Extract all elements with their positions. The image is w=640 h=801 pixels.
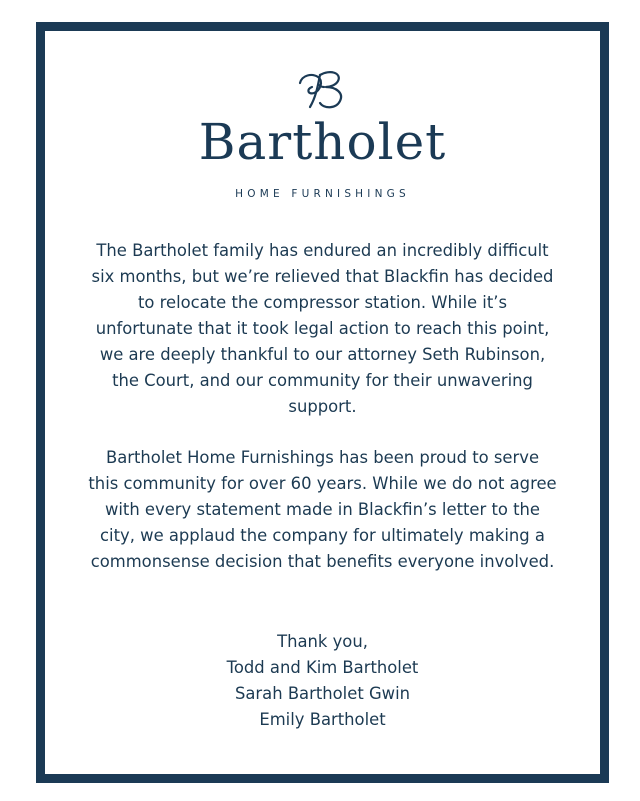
paragraph-1: [57, 238, 588, 420]
script-b-monogram-icon: [45, 65, 600, 113]
paragraph-line: to relocate the compressor station. While it’s: [137, 293, 508, 312]
paragraph-line: support.: [288, 397, 357, 416]
signatory: Sarah Bartholet Gwin: [234, 684, 411, 703]
paragraph-line: this community for over 60 years. While we do not agree: [88, 474, 557, 493]
paragraph-line: with every statement made in Blackfin’s letter to the: [104, 500, 541, 519]
brand-name: Bartholet: [198, 113, 447, 171]
paragraph-line: Bartholet Home Furnishings has been proud to serve: [105, 448, 540, 467]
signoff: [45, 629, 600, 733]
signatory: Emily Bartholet: [259, 710, 386, 729]
paragraph-line: the Court, and our community for their unwavering: [112, 371, 533, 390]
paragraph-2: [57, 445, 588, 575]
letter-frame: [36, 22, 609, 783]
brand-tagline: HOME FURNISHINGS: [235, 188, 410, 200]
closing-line: Thank you,: [277, 632, 368, 651]
signatory: Todd and Kim Bartholet: [226, 658, 419, 677]
paragraph-line: commonsense decision that benefits everyone involved.: [90, 552, 555, 571]
paragraph-line: The Bartholet family has endured an incredibly difficult: [96, 241, 549, 260]
paragraph-line: unfortunate that it took legal action to reach this point,: [95, 319, 550, 338]
paragraph-line: six months, but we’re relieved that Blackfin has decided: [91, 267, 554, 286]
paragraph-line: city, we applaud the company for ultimately making a: [100, 526, 545, 545]
paragraph-line: we are deeply thankful to our attorney Seth Rubinson,: [99, 345, 546, 364]
